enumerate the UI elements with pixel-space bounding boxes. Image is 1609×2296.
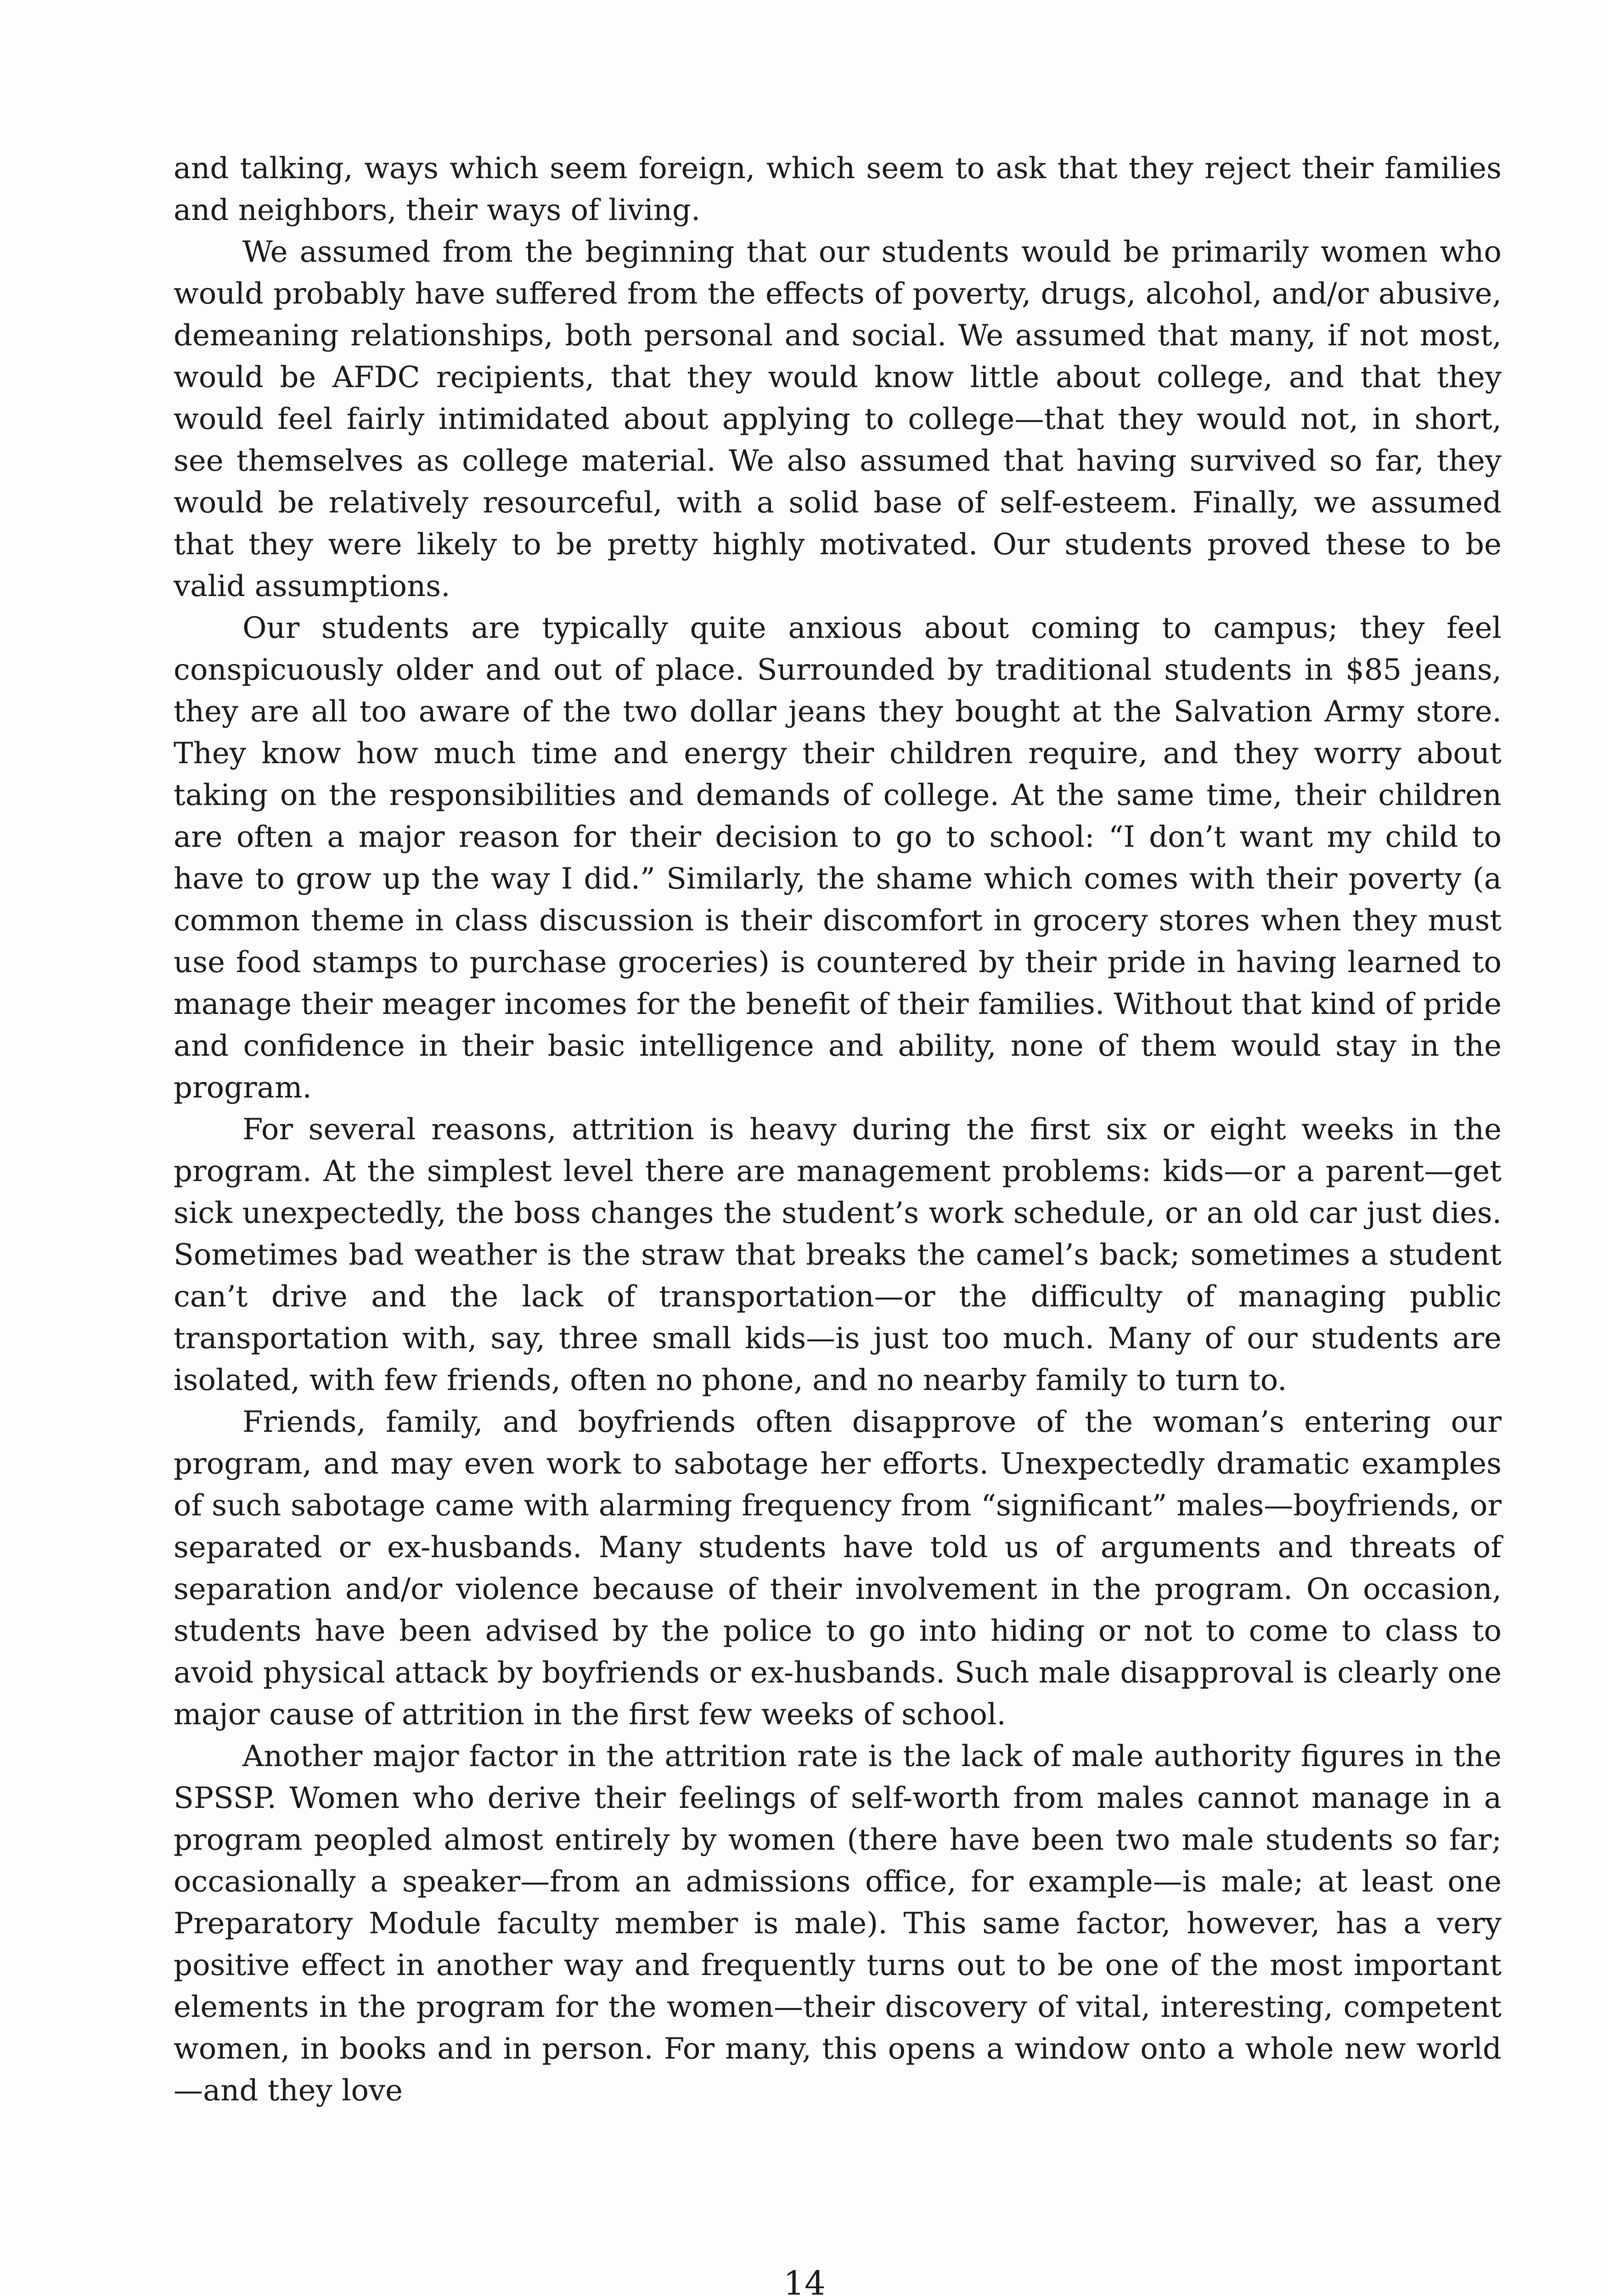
paragraph-male-authority: Another major factor in the attrition rate is the lack of male authority figures in the SPSSP. Women who derive their feelings of self-worth from males cannot manage in a program peopled almost entirely by women (there have been two male students so far; occasionally a speaker—from an admissions office, for example—is male; at least one Preparatory Module faculty member is male). This same factor, however, has a very positive effect in another way and frequently turns out to be one of the most important elements in the program for the women—their discovery of vital, interesting, competent women, in books and in person. For many, this opens a window onto a whole new world—and they love [174,1739,1502,2108]
paragraph-student-anxiety: Our students are typically quite anxious about coming to campus; they feel conspicuously older and out of place. Surrounded by traditional students in $85 jeans, they are all too aware of the two dollar jeans they bought at the Salvation Army store. They know how much time and energy their children require, and they worry about taking on the responsibilities and demands of college. At the same time, their children are often a major reason for their decision to go to school: “I don’t want my child to have to grow up the way I did.” Similarly, the shame which comes with their poverty (a common theme in class discussion is their discomfort in grocery stores when they must use food stamps to purchase groceries) is countered by their pride in having learned to manage their meager incomes for the benefit of their families. Without that kind of pride and confidence in their basic intelligence and ability, none of them would stay in the program. [174,611,1502,1105]
paragraph-continuation: and talking, ways which seem foreign, which seem to ask that they reject their families and neighbors, their ways of living. [174,152,1502,227]
paragraph-assumptions: We assumed from the beginning that our students would be primarily women who would probably have suffered from the effects of poverty, drugs, alcohol, and/or abusive, demeaning relationships, both personal and social. We assumed that many, if not most, would be AFDC recipients, that they would know little about college, and that they would feel fairly intimidated about applying to college—that they would not, in short, see themselves as college material. We also assumed that having survived so far, they would be relatively resourceful, with a solid base of self-esteem. Finally, we assumed that they were likely to be pretty highly motivated. Our students proved these to be valid assumptions. [174,235,1502,603]
paragraph-attrition: For several reasons, attrition is heavy during the first six or eight weeks in the program. At the simplest level there are management problems: kids—or a parent—get sick unexpectedly, the boss changes the student’s work schedule, or an old car just dies. Sometimes bad weather is the straw that breaks the camel’s back; sometimes a student can’t drive and the lack of transportation—or the difficulty of managing public transportation with, say, three small kids—is just too much. Many of our students are isolated, with few friends, often no phone, and no nearby family to turn to. [174,1113,1502,1397]
page-number: 14 [783,2264,826,2296]
body-text [174,148,1502,2112]
paragraph-sabotage: Friends, family, and boyfriends often disapprove of the woman’s entering our program, and may even work to sabotage her efforts. Unexpectedly dramatic examples of such sabotage came with alarming frequency from “significant” males—boyfriends, or separated or ex-husbands. Many students have told us of arguments and threats of separation and/or violence because of their involvement in the program. On occasion, students have been advised by the police to go into hiding or not to come to class to avoid physical attack by boyfriends or ex-husbands. Such male disapproval is clearly one major cause of attrition in the first few weeks of school. [174,1405,1502,1732]
